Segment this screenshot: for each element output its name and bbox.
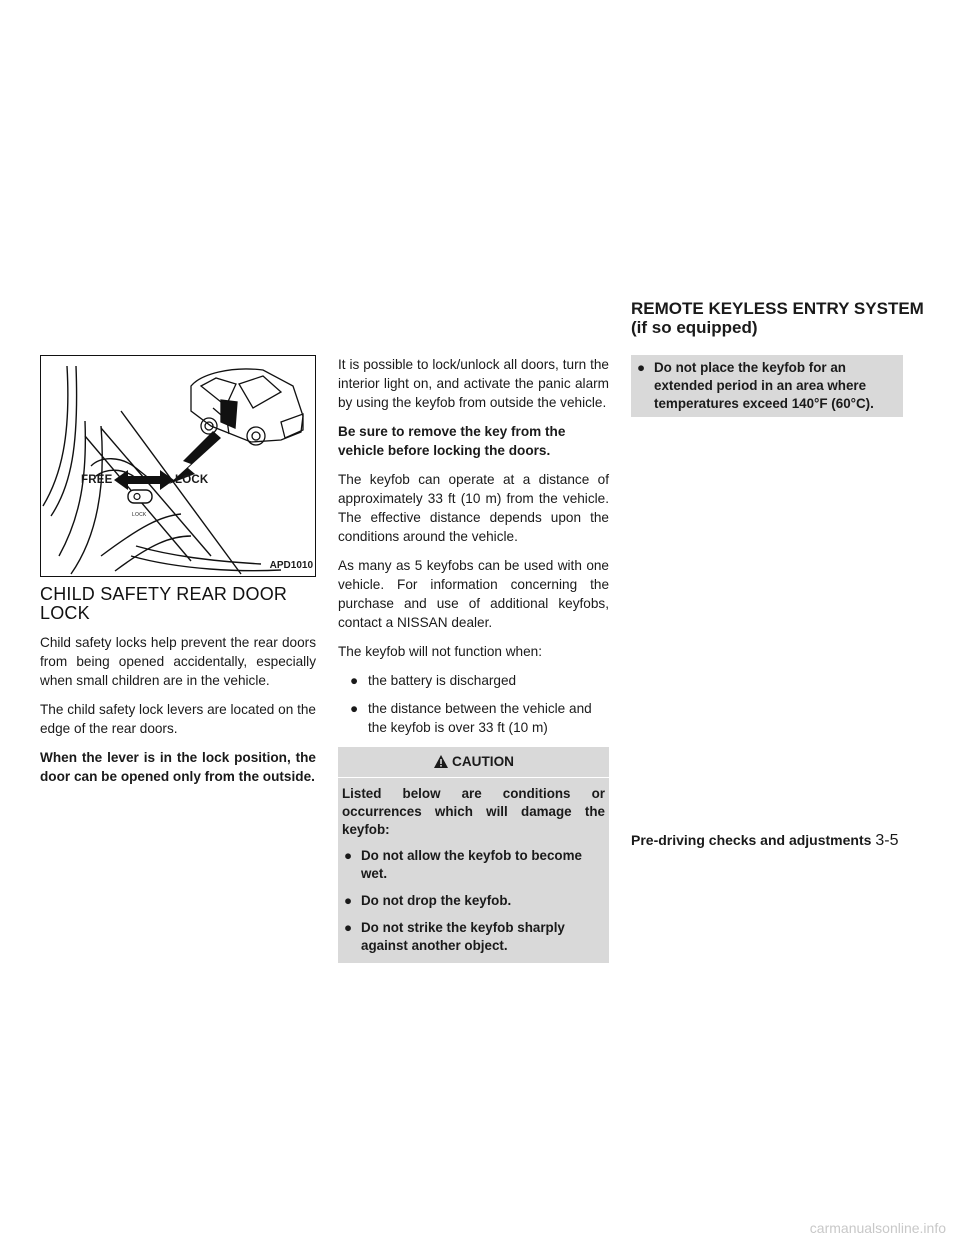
column-right: [631, 355, 903, 417]
lever-lock-label: LOCK: [132, 512, 147, 518]
list-item-text: the distance between the vehicle and the keyfob is over 33 ft (10 m): [368, 701, 592, 735]
caution-intro: Listed below are conditions or occurrences which will damage the keyfob:: [342, 786, 605, 837]
column-left: [40, 355, 316, 796]
bullet-mark: ●: [344, 848, 353, 863]
keyless-para-5: The keyfob will not function when:: [338, 644, 543, 659]
child-safety-para-2: The child safety lock levers are located on the edge of the rear doors.: [40, 702, 316, 736]
caution-box: [338, 747, 609, 963]
list-item: [342, 847, 605, 883]
list-item: [342, 919, 605, 955]
list-item: [338, 671, 609, 690]
caution-continued-list: [635, 359, 899, 413]
keyless-bullet-list: [338, 671, 609, 737]
list-item-text: Do not place the keyfob for an extended period in an area where temperatures exceed 140°F (60°C).: [654, 360, 874, 411]
caution-continued-box: [631, 355, 903, 417]
free-label: FREE: [81, 474, 113, 486]
page-footer: [631, 832, 921, 850]
list-item: [338, 699, 609, 737]
caution-title-row: [338, 753, 609, 778]
child-safety-heading: CHILD SAFETY REAR DOOR LOCK: [40, 584, 288, 623]
footer-section-title: Pre-driving checks and adjustments: [631, 832, 872, 848]
bullet-mark: ●: [344, 893, 353, 908]
lock-label: LOCK: [175, 474, 209, 486]
keyless-para-4: As many as 5 keyfobs can be used with one vehicle. For information concerning the purchase and use of additional keyfobs, contact a NISSAN dealer.: [338, 558, 609, 630]
child-safety-para-3: When the lever is in the lock position, the door can be opened only from the outside.: [40, 750, 316, 784]
door-lock-drawing: [41, 356, 315, 576]
keyless-para-2: Be sure to remove the key from the vehicle before locking the doors.: [338, 424, 566, 458]
caution-title: CAUTION: [452, 754, 514, 769]
column-middle: [338, 355, 609, 963]
section-heading-line1: REMOTE KEYLESS ENTRY SYSTEM: [631, 299, 924, 318]
bullet-mark: ●: [350, 673, 359, 688]
bullet-mark: ●: [350, 701, 359, 716]
section-heading: [631, 299, 931, 337]
list-item-text: Do not drop the keyfob.: [361, 893, 512, 908]
keyless-para-3: The keyfob can operate at a distance of approximately 33 ft (10 m) from the vehicle. The effective distance depends upon the conditions around the vehicle.: [338, 472, 609, 544]
page-number: 3-5: [875, 832, 899, 849]
watermark: carmanualsonline.info: [809, 1220, 946, 1236]
child-safety-para-1: Child safety locks help prevent the rear doors from being opened accidentally, especially when small children are in the vehicle.: [40, 635, 316, 688]
list-item-text: Do not allow the keyfob to become wet.: [361, 848, 582, 881]
keyless-para-1: It is possible to lock/unlock all doors, turn the interior light on, and activate the panic alarm by using the keyfob from outside the vehicle.: [338, 357, 609, 410]
figure-code: APD1010: [269, 560, 313, 571]
list-item: [342, 892, 605, 910]
section-heading-line2: (if so equipped): [631, 318, 758, 337]
bullet-mark: ●: [637, 360, 646, 375]
list-item: [635, 359, 899, 413]
warning-triangle-icon: [433, 754, 449, 769]
list-item-text: the battery is discharged: [368, 673, 517, 688]
caution-list: [342, 847, 605, 955]
bullet-mark: ●: [344, 920, 353, 935]
list-item-text: Do not strike the keyfob sharply against another object.: [361, 920, 565, 953]
child-lock-illustration: [40, 355, 316, 577]
